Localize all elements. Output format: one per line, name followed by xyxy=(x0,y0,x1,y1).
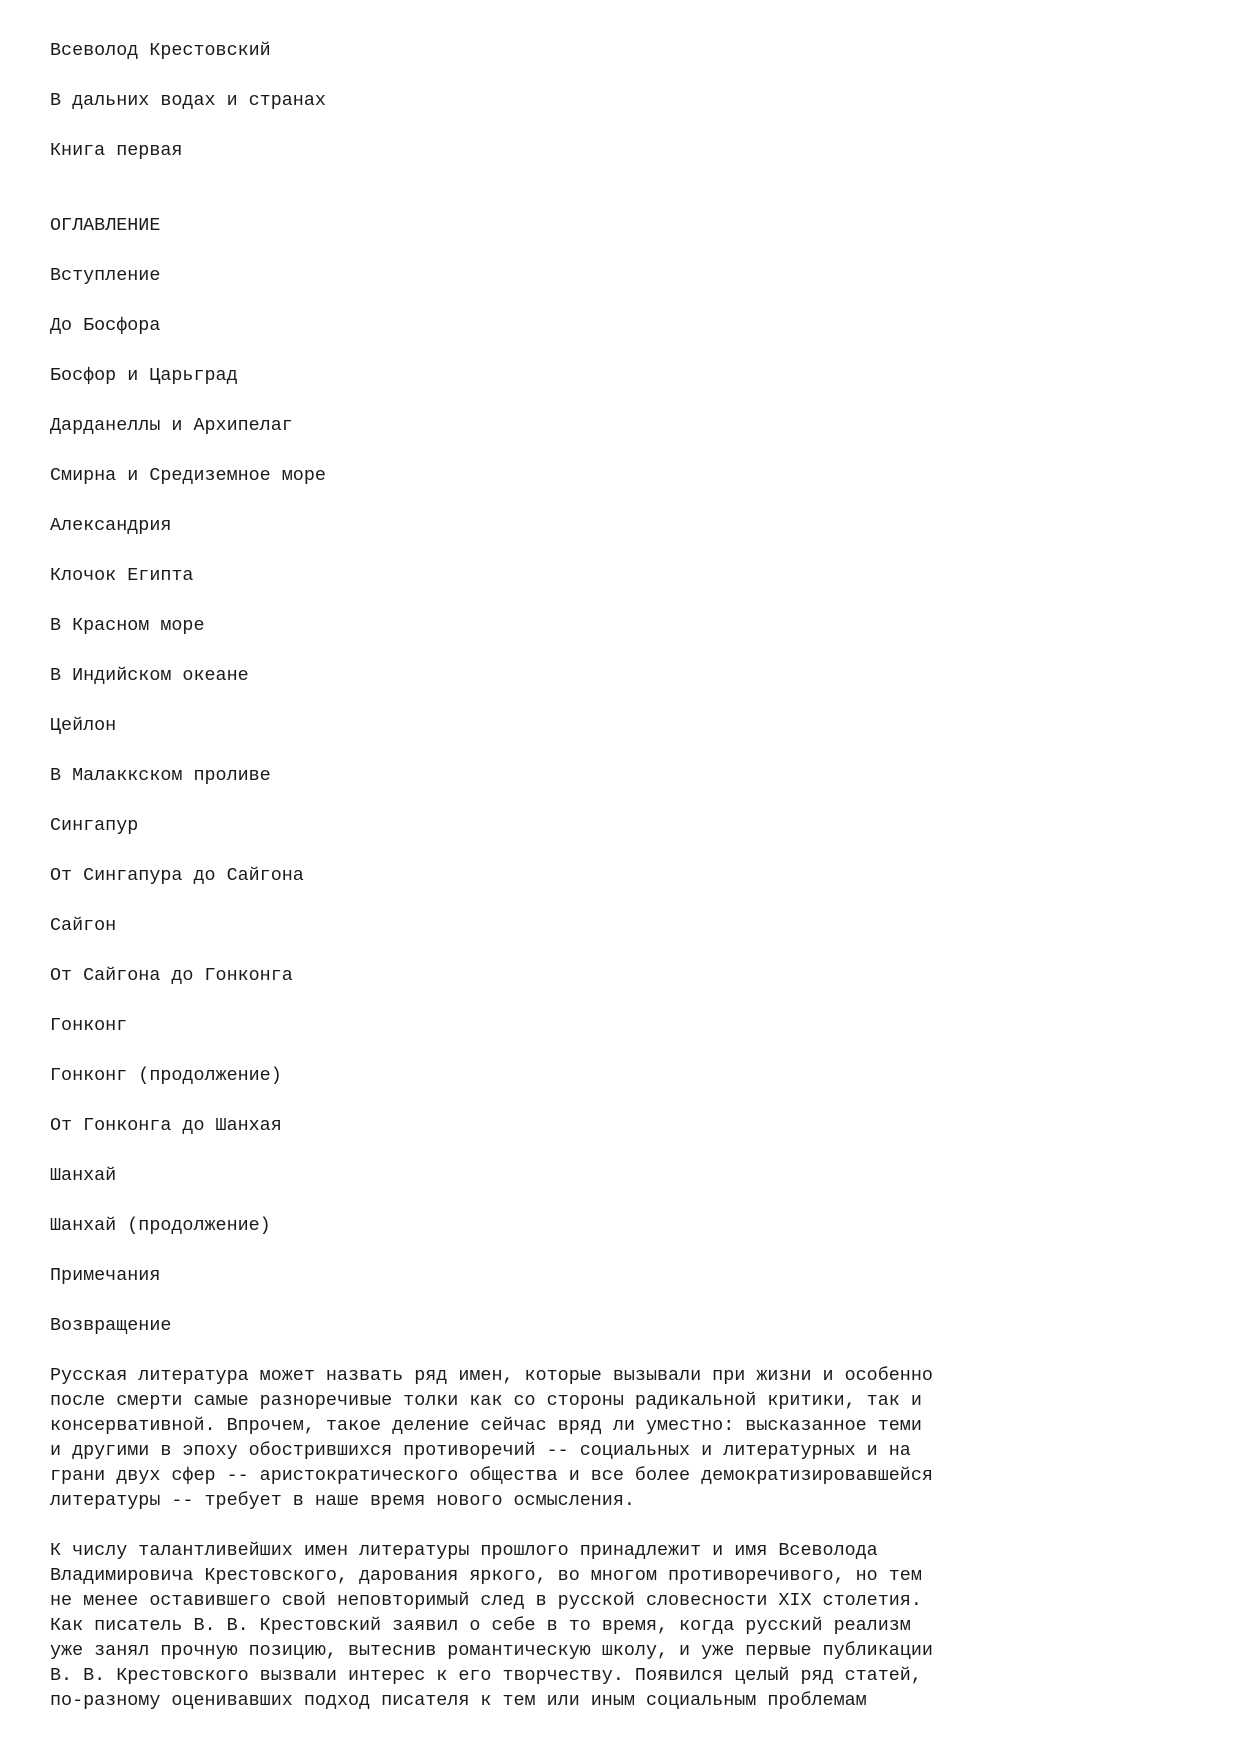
paragraph-line: Русская литература может назвать ряд имен, которые вызывали при жизни и особенно xyxy=(50,1365,933,1386)
paragraph-line: грани двух сфер -- аристократического общества и все более демократизировавшейся xyxy=(50,1465,933,1486)
book-title: В дальних водах и странах xyxy=(50,90,326,111)
toc-item[interactable]: Клочок Египта xyxy=(50,565,194,586)
book-part: Книга первая xyxy=(50,140,183,161)
paragraph-line: уже занял прочную позицию, вытеснив романтическую школу, и уже первые публикации xyxy=(50,1640,933,1661)
toc-item[interactable]: Дарданеллы и Архипелаг xyxy=(50,415,293,436)
paragraph-line: не менее оставившего свой неповторимый след в русской словесности XIX столетия. xyxy=(50,1590,922,1611)
toc-item[interactable]: От Сингапура до Сайгона xyxy=(50,865,304,886)
toc-item[interactable]: Вступление xyxy=(50,265,161,286)
paragraph-line: по-разному оценивавших подход писателя к тем или иным социальным проблемам xyxy=(50,1690,867,1711)
toc-heading: ОГЛАВЛЕНИЕ xyxy=(50,215,161,236)
author-name: Всеволод Крестовский xyxy=(50,40,271,61)
toc-item[interactable]: Цейлон xyxy=(50,715,117,736)
second-paragraph xyxy=(50,1538,1200,1713)
toc-item[interactable]: Александрия xyxy=(50,515,172,536)
document-page xyxy=(50,38,1200,1738)
paragraph-line: литературы -- требует в наше время нового осмысления. xyxy=(50,1490,635,1511)
toc-item[interactable]: Шанхай xyxy=(50,1165,117,1186)
toc-item[interactable]: В Индийском океане xyxy=(50,665,249,686)
toc-list xyxy=(50,263,1200,1338)
paragraph-line: и другими в эпоху обострившихся противоречий -- социальных и литературных и на xyxy=(50,1440,911,1461)
toc-item[interactable]: Примечания xyxy=(50,1265,161,1286)
toc-item[interactable]: Сайгон xyxy=(50,915,117,936)
toc-item[interactable]: Шанхай (продолжение) xyxy=(50,1215,271,1236)
paragraph-line: Владимировича Крестовского, дарования яркого, во многом противоречивого, но тем xyxy=(50,1565,922,1586)
paragraph-line: К числу талантливейших имен литературы прошлого принадлежит и имя Всеволода xyxy=(50,1540,878,1561)
toc-item[interactable]: От Гонконга до Шанхая xyxy=(50,1115,282,1136)
paragraph-line: Как писатель В. В. Крестовский заявил о себе в то время, когда русский реализм xyxy=(50,1615,911,1636)
paragraph-line: В. В. Крестовского вызвали интерес к его творчеству. Появился целый ряд статей, xyxy=(50,1665,922,1686)
intro-paragraph xyxy=(50,1363,1200,1513)
toc-item[interactable]: Возвращение xyxy=(50,1315,172,1336)
toc-item[interactable]: В Красном море xyxy=(50,615,205,636)
toc-item[interactable]: Сингапур xyxy=(50,815,139,836)
paragraph-line: консервативной. Впрочем, такое деление сейчас вряд ли уместно: высказанное теми xyxy=(50,1415,922,1436)
toc-item[interactable]: От Сайгона до Гонконга xyxy=(50,965,293,986)
toc-item[interactable]: Босфор и Царьград xyxy=(50,365,238,386)
toc-item[interactable]: До Босфора xyxy=(50,315,161,336)
toc-item[interactable]: Смирна и Средиземное море xyxy=(50,465,326,486)
toc-item[interactable]: В Малаккском проливе xyxy=(50,765,271,786)
paragraph-line: после смерти самые разноречивые толки как со стороны радикальной критики, так и xyxy=(50,1390,922,1411)
toc-item[interactable]: Гонконг xyxy=(50,1015,128,1036)
toc-item[interactable]: Гонконг (продолжение) xyxy=(50,1065,282,1086)
